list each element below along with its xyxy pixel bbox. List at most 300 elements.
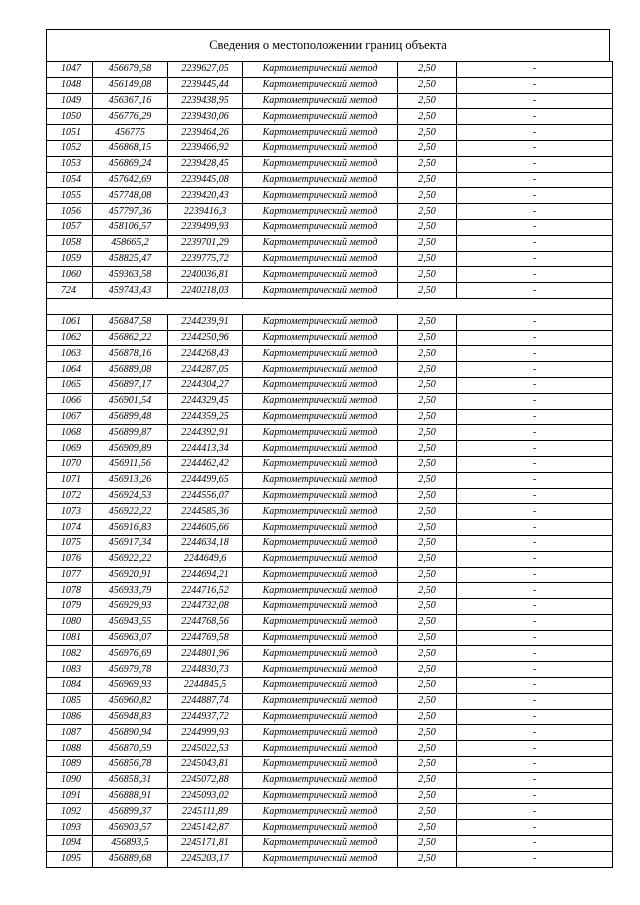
accuracy-cell: 2,50 bbox=[398, 283, 457, 299]
table-row bbox=[47, 456, 613, 472]
y-coordinate-cell: 2244768,56 bbox=[168, 614, 243, 630]
description-cell: - bbox=[457, 614, 613, 630]
accuracy-cell: 2,50 bbox=[398, 583, 457, 599]
x-coordinate-cell: 456862,22 bbox=[93, 330, 168, 346]
x-coordinate-cell: 456878,16 bbox=[93, 346, 168, 362]
description-cell: - bbox=[457, 504, 613, 520]
accuracy-cell: 2,50 bbox=[398, 125, 457, 141]
point-number-cell: 1093 bbox=[47, 820, 93, 836]
x-coordinate-cell: 456969,93 bbox=[93, 678, 168, 694]
accuracy-cell: 2,50 bbox=[398, 172, 457, 188]
x-coordinate-cell: 459363,58 bbox=[93, 267, 168, 283]
y-coordinate-cell: 2244937,72 bbox=[168, 709, 243, 725]
x-coordinate-cell: 456856,78 bbox=[93, 757, 168, 773]
x-coordinate-cell: 456893,5 bbox=[93, 836, 168, 852]
method-cell: Картометрический метод bbox=[243, 219, 398, 235]
x-coordinate-cell: 456870,59 bbox=[93, 741, 168, 757]
table-row bbox=[47, 188, 613, 204]
y-coordinate-cell: 2244462,42 bbox=[168, 456, 243, 472]
accuracy-cell: 2,50 bbox=[398, 109, 457, 125]
accuracy-cell: 2,50 bbox=[398, 409, 457, 425]
accuracy-cell: 2,50 bbox=[398, 709, 457, 725]
point-number-cell: 1066 bbox=[47, 393, 93, 409]
point-number-cell: 1061 bbox=[47, 314, 93, 330]
y-coordinate-cell: 2244392,91 bbox=[168, 425, 243, 441]
x-coordinate-cell: 456775 bbox=[93, 125, 168, 141]
x-coordinate-cell: 456911,56 bbox=[93, 456, 168, 472]
x-coordinate-cell: 456888,91 bbox=[93, 788, 168, 804]
accuracy-cell: 2,50 bbox=[398, 140, 457, 156]
method-cell: Картометрический метод bbox=[243, 599, 398, 615]
description-cell: - bbox=[457, 757, 613, 773]
accuracy-cell: 2,50 bbox=[398, 330, 457, 346]
accuracy-cell: 2,50 bbox=[398, 725, 457, 741]
description-cell: - bbox=[457, 62, 613, 78]
x-coordinate-cell: 456899,37 bbox=[93, 804, 168, 820]
description-cell: - bbox=[457, 804, 613, 820]
accuracy-cell: 2,50 bbox=[398, 62, 457, 78]
y-coordinate-cell: 2239445,08 bbox=[168, 172, 243, 188]
description-cell: - bbox=[457, 520, 613, 536]
x-coordinate-cell: 456920,91 bbox=[93, 567, 168, 583]
x-coordinate-cell: 456924,53 bbox=[93, 488, 168, 504]
table-row bbox=[47, 204, 613, 220]
table-row bbox=[47, 630, 613, 646]
y-coordinate-cell: 2239466,92 bbox=[168, 140, 243, 156]
table-row bbox=[47, 172, 613, 188]
point-number-cell: 1050 bbox=[47, 109, 93, 125]
point-number-cell: 1095 bbox=[47, 851, 93, 867]
description-cell: - bbox=[457, 425, 613, 441]
point-number-cell: 1077 bbox=[47, 567, 93, 583]
table-row bbox=[47, 77, 613, 93]
y-coordinate-cell: 2244268,43 bbox=[168, 346, 243, 362]
table-row bbox=[47, 804, 613, 820]
x-coordinate-cell: 458106,57 bbox=[93, 219, 168, 235]
x-coordinate-cell: 456890,94 bbox=[93, 725, 168, 741]
description-cell: - bbox=[457, 125, 613, 141]
method-cell: Картометрический метод bbox=[243, 772, 398, 788]
accuracy-cell: 2,50 bbox=[398, 93, 457, 109]
method-cell: Картометрический метод bbox=[243, 156, 398, 172]
table-row bbox=[47, 788, 613, 804]
accuracy-cell: 2,50 bbox=[398, 441, 457, 457]
method-cell: Картометрический метод bbox=[243, 188, 398, 204]
description-cell: - bbox=[457, 630, 613, 646]
accuracy-cell: 2,50 bbox=[398, 346, 457, 362]
x-coordinate-cell: 456979,78 bbox=[93, 662, 168, 678]
point-number-cell: 1089 bbox=[47, 757, 93, 773]
method-cell: Картометрический метод bbox=[243, 725, 398, 741]
x-coordinate-cell: 458825,47 bbox=[93, 251, 168, 267]
x-coordinate-cell: 456679,58 bbox=[93, 62, 168, 78]
y-coordinate-cell: 2244287,05 bbox=[168, 362, 243, 378]
description-cell: - bbox=[457, 393, 613, 409]
y-coordinate-cell: 2240036,81 bbox=[168, 267, 243, 283]
y-coordinate-cell: 2239428,45 bbox=[168, 156, 243, 172]
x-coordinate-cell: 456858,31 bbox=[93, 772, 168, 788]
method-cell: Картометрический метод bbox=[243, 678, 398, 694]
accuracy-cell: 2,50 bbox=[398, 472, 457, 488]
x-coordinate-cell: 456901,54 bbox=[93, 393, 168, 409]
description-cell: - bbox=[457, 251, 613, 267]
table-row bbox=[47, 251, 613, 267]
description-cell: - bbox=[457, 709, 613, 725]
method-cell: Картометрический метод bbox=[243, 283, 398, 299]
description-cell: - bbox=[457, 678, 613, 694]
method-cell: Картометрический метод bbox=[243, 314, 398, 330]
description-cell: - bbox=[457, 188, 613, 204]
table-row bbox=[47, 741, 613, 757]
table-row bbox=[47, 504, 613, 520]
description-cell: - bbox=[457, 646, 613, 662]
table-row bbox=[47, 488, 613, 504]
description-cell: - bbox=[457, 725, 613, 741]
method-cell: Картометрический метод bbox=[243, 393, 398, 409]
method-cell: Картометрический метод bbox=[243, 235, 398, 251]
point-number-cell: 1047 bbox=[47, 62, 93, 78]
point-number-cell: 1079 bbox=[47, 599, 93, 615]
table-row bbox=[47, 156, 613, 172]
y-coordinate-cell: 2239701,29 bbox=[168, 235, 243, 251]
y-coordinate-cell: 2245203,17 bbox=[168, 851, 243, 867]
description-cell: - bbox=[457, 109, 613, 125]
method-cell: Картометрический метод bbox=[243, 820, 398, 836]
x-coordinate-cell: 456889,08 bbox=[93, 362, 168, 378]
table-row bbox=[47, 709, 613, 725]
point-number-cell: 1056 bbox=[47, 204, 93, 220]
point-number-cell: 1062 bbox=[47, 330, 93, 346]
point-number-cell: 1058 bbox=[47, 235, 93, 251]
table-row bbox=[47, 851, 613, 867]
accuracy-cell: 2,50 bbox=[398, 757, 457, 773]
point-number-cell: 1084 bbox=[47, 678, 93, 694]
x-coordinate-cell: 456929,93 bbox=[93, 599, 168, 615]
x-coordinate-cell: 456916,83 bbox=[93, 520, 168, 536]
y-coordinate-cell: 2244801,96 bbox=[168, 646, 243, 662]
y-coordinate-cell: 2244585,36 bbox=[168, 504, 243, 520]
table-row bbox=[47, 62, 613, 78]
point-number-cell: 1067 bbox=[47, 409, 93, 425]
y-coordinate-cell: 2244732,08 bbox=[168, 599, 243, 615]
x-coordinate-cell: 456943,55 bbox=[93, 614, 168, 630]
y-coordinate-cell: 2245111,89 bbox=[168, 804, 243, 820]
table-row bbox=[47, 725, 613, 741]
table-row bbox=[47, 362, 613, 378]
x-coordinate-cell: 456847,58 bbox=[93, 314, 168, 330]
accuracy-cell: 2,50 bbox=[398, 488, 457, 504]
table-row bbox=[47, 472, 613, 488]
x-coordinate-cell: 456922,22 bbox=[93, 551, 168, 567]
description-cell: - bbox=[457, 836, 613, 852]
point-number-cell: 1051 bbox=[47, 125, 93, 141]
accuracy-cell: 2,50 bbox=[398, 646, 457, 662]
point-number-cell: 1057 bbox=[47, 219, 93, 235]
y-coordinate-cell: 2244304,27 bbox=[168, 377, 243, 393]
description-cell: - bbox=[457, 172, 613, 188]
point-number-cell: 1094 bbox=[47, 836, 93, 852]
accuracy-cell: 2,50 bbox=[398, 820, 457, 836]
y-coordinate-cell: 2244716,52 bbox=[168, 583, 243, 599]
accuracy-cell: 2,50 bbox=[398, 599, 457, 615]
method-cell: Картометрический метод bbox=[243, 456, 398, 472]
method-cell: Картометрический метод bbox=[243, 741, 398, 757]
x-coordinate-cell: 456909,89 bbox=[93, 441, 168, 457]
accuracy-cell: 2,50 bbox=[398, 267, 457, 283]
accuracy-cell: 2,50 bbox=[398, 551, 457, 567]
y-coordinate-cell: 2239775,72 bbox=[168, 251, 243, 267]
point-number-cell: 1049 bbox=[47, 93, 93, 109]
table-row bbox=[47, 551, 613, 567]
boundary-document bbox=[46, 29, 610, 868]
description-cell: - bbox=[457, 219, 613, 235]
table-row bbox=[47, 109, 613, 125]
accuracy-cell: 2,50 bbox=[398, 235, 457, 251]
y-coordinate-cell: 2244239,91 bbox=[168, 314, 243, 330]
table-row bbox=[47, 441, 613, 457]
table-row bbox=[47, 93, 613, 109]
method-cell: Картометрический метод bbox=[243, 425, 398, 441]
description-cell: - bbox=[457, 488, 613, 504]
y-coordinate-cell: 2244413,34 bbox=[168, 441, 243, 457]
accuracy-cell: 2,50 bbox=[398, 393, 457, 409]
separator-cell bbox=[47, 298, 613, 314]
method-cell: Картометрический метод bbox=[243, 472, 398, 488]
accuracy-cell: 2,50 bbox=[398, 204, 457, 220]
method-cell: Картометрический метод bbox=[243, 535, 398, 551]
x-coordinate-cell: 457797,36 bbox=[93, 204, 168, 220]
description-cell: - bbox=[457, 441, 613, 457]
x-coordinate-cell: 456933,79 bbox=[93, 583, 168, 599]
y-coordinate-cell: 2245072,88 bbox=[168, 772, 243, 788]
method-cell: Картометрический метод bbox=[243, 125, 398, 141]
y-coordinate-cell: 2239627,05 bbox=[168, 62, 243, 78]
y-coordinate-cell: 2244359,25 bbox=[168, 409, 243, 425]
method-cell: Картометрический метод bbox=[243, 488, 398, 504]
x-coordinate-cell: 456903,57 bbox=[93, 820, 168, 836]
method-cell: Картометрический метод bbox=[243, 377, 398, 393]
coordinates-table bbox=[46, 61, 613, 868]
accuracy-cell: 2,50 bbox=[398, 520, 457, 536]
x-coordinate-cell: 456976,69 bbox=[93, 646, 168, 662]
y-coordinate-cell: 2239416,3 bbox=[168, 204, 243, 220]
method-cell: Картометрический метод bbox=[243, 836, 398, 852]
description-cell: - bbox=[457, 156, 613, 172]
accuracy-cell: 2,50 bbox=[398, 188, 457, 204]
table-row bbox=[47, 614, 613, 630]
point-number-cell: 1072 bbox=[47, 488, 93, 504]
y-coordinate-cell: 2244887,74 bbox=[168, 693, 243, 709]
description-cell: - bbox=[457, 772, 613, 788]
description-cell: - bbox=[457, 851, 613, 867]
accuracy-cell: 2,50 bbox=[398, 630, 457, 646]
point-number-cell: 1088 bbox=[47, 741, 93, 757]
description-cell: - bbox=[457, 362, 613, 378]
point-number-cell: 1059 bbox=[47, 251, 93, 267]
accuracy-cell: 2,50 bbox=[398, 362, 457, 378]
description-cell: - bbox=[457, 314, 613, 330]
table-row bbox=[47, 772, 613, 788]
group-separator-row bbox=[47, 298, 613, 314]
accuracy-cell: 2,50 bbox=[398, 567, 457, 583]
coordinates-table-body bbox=[47, 62, 613, 868]
method-cell: Картометрический метод bbox=[243, 551, 398, 567]
point-number-cell: 1052 bbox=[47, 140, 93, 156]
description-cell: - bbox=[457, 77, 613, 93]
point-number-cell: 724 bbox=[47, 283, 93, 299]
point-number-cell: 1053 bbox=[47, 156, 93, 172]
table-row bbox=[47, 757, 613, 773]
point-number-cell: 1071 bbox=[47, 472, 93, 488]
description-cell: - bbox=[457, 662, 613, 678]
table-row bbox=[47, 662, 613, 678]
x-coordinate-cell: 456922,22 bbox=[93, 504, 168, 520]
method-cell: Картометрический метод bbox=[243, 851, 398, 867]
table-row bbox=[47, 678, 613, 694]
x-coordinate-cell: 456899,48 bbox=[93, 409, 168, 425]
description-cell: - bbox=[457, 330, 613, 346]
method-cell: Картометрический метод bbox=[243, 646, 398, 662]
y-coordinate-cell: 2239430,06 bbox=[168, 109, 243, 125]
method-cell: Картометрический метод bbox=[243, 346, 398, 362]
y-coordinate-cell: 2244845,5 bbox=[168, 678, 243, 694]
method-cell: Картометрический метод bbox=[243, 62, 398, 78]
x-coordinate-cell: 456897,17 bbox=[93, 377, 168, 393]
y-coordinate-cell: 2245043,81 bbox=[168, 757, 243, 773]
accuracy-cell: 2,50 bbox=[398, 662, 457, 678]
y-coordinate-cell: 2245142,87 bbox=[168, 820, 243, 836]
description-cell: - bbox=[457, 346, 613, 362]
method-cell: Картометрический метод bbox=[243, 709, 398, 725]
method-cell: Картометрический метод bbox=[243, 614, 398, 630]
y-coordinate-cell: 2244769,58 bbox=[168, 630, 243, 646]
method-cell: Картометрический метод bbox=[243, 77, 398, 93]
point-number-cell: 1060 bbox=[47, 267, 93, 283]
accuracy-cell: 2,50 bbox=[398, 377, 457, 393]
y-coordinate-cell: 2244634,18 bbox=[168, 535, 243, 551]
point-number-cell: 1092 bbox=[47, 804, 93, 820]
method-cell: Картометрический метод bbox=[243, 140, 398, 156]
y-coordinate-cell: 2244605,66 bbox=[168, 520, 243, 536]
x-coordinate-cell: 456889,68 bbox=[93, 851, 168, 867]
method-cell: Картометрический метод bbox=[243, 788, 398, 804]
point-number-cell: 1064 bbox=[47, 362, 93, 378]
x-coordinate-cell: 456917,34 bbox=[93, 535, 168, 551]
method-cell: Картометрический метод bbox=[243, 441, 398, 457]
point-number-cell: 1087 bbox=[47, 725, 93, 741]
accuracy-cell: 2,50 bbox=[398, 251, 457, 267]
method-cell: Картометрический метод bbox=[243, 109, 398, 125]
description-cell: - bbox=[457, 204, 613, 220]
description-cell: - bbox=[457, 583, 613, 599]
point-number-cell: 1081 bbox=[47, 630, 93, 646]
y-coordinate-cell: 2239445,44 bbox=[168, 77, 243, 93]
point-number-cell: 1078 bbox=[47, 583, 93, 599]
point-number-cell: 1054 bbox=[47, 172, 93, 188]
y-coordinate-cell: 2244999,93 bbox=[168, 725, 243, 741]
point-number-cell: 1055 bbox=[47, 188, 93, 204]
table-row bbox=[47, 346, 613, 362]
description-cell: - bbox=[457, 551, 613, 567]
table-title: Сведения о местоположении границ объекта bbox=[46, 29, 610, 61]
method-cell: Картометрический метод bbox=[243, 662, 398, 678]
x-coordinate-cell: 457748,08 bbox=[93, 188, 168, 204]
table-row bbox=[47, 283, 613, 299]
description-cell: - bbox=[457, 409, 613, 425]
accuracy-cell: 2,50 bbox=[398, 772, 457, 788]
method-cell: Картометрический метод bbox=[243, 693, 398, 709]
y-coordinate-cell: 2244694,21 bbox=[168, 567, 243, 583]
description-cell: - bbox=[457, 535, 613, 551]
description-cell: - bbox=[457, 567, 613, 583]
y-coordinate-cell: 2245171,81 bbox=[168, 836, 243, 852]
method-cell: Картометрический метод bbox=[243, 267, 398, 283]
y-coordinate-cell: 2245022,53 bbox=[168, 741, 243, 757]
y-coordinate-cell: 2244556,07 bbox=[168, 488, 243, 504]
x-coordinate-cell: 456899,87 bbox=[93, 425, 168, 441]
description-cell: - bbox=[457, 93, 613, 109]
point-number-cell: 1091 bbox=[47, 788, 93, 804]
table-row bbox=[47, 520, 613, 536]
method-cell: Картометрический метод bbox=[243, 567, 398, 583]
y-coordinate-cell: 2245093,02 bbox=[168, 788, 243, 804]
x-coordinate-cell: 456913,26 bbox=[93, 472, 168, 488]
table-row bbox=[47, 314, 613, 330]
description-cell: - bbox=[457, 456, 613, 472]
table-row bbox=[47, 409, 613, 425]
table-row bbox=[47, 583, 613, 599]
accuracy-cell: 2,50 bbox=[398, 77, 457, 93]
x-coordinate-cell: 456776,29 bbox=[93, 109, 168, 125]
accuracy-cell: 2,50 bbox=[398, 836, 457, 852]
point-number-cell: 1073 bbox=[47, 504, 93, 520]
method-cell: Картометрический метод bbox=[243, 630, 398, 646]
table-row bbox=[47, 393, 613, 409]
y-coordinate-cell: 2239464,26 bbox=[168, 125, 243, 141]
table-row bbox=[47, 646, 613, 662]
accuracy-cell: 2,50 bbox=[398, 504, 457, 520]
accuracy-cell: 2,50 bbox=[398, 219, 457, 235]
y-coordinate-cell: 2239438,95 bbox=[168, 93, 243, 109]
description-cell: - bbox=[457, 283, 613, 299]
method-cell: Картометрический метод bbox=[243, 757, 398, 773]
table-row bbox=[47, 425, 613, 441]
table-row bbox=[47, 836, 613, 852]
accuracy-cell: 2,50 bbox=[398, 614, 457, 630]
table-row bbox=[47, 267, 613, 283]
y-coordinate-cell: 2239499,93 bbox=[168, 219, 243, 235]
x-coordinate-cell: 456869,24 bbox=[93, 156, 168, 172]
y-coordinate-cell: 2244499,65 bbox=[168, 472, 243, 488]
point-number-cell: 1080 bbox=[47, 614, 93, 630]
y-coordinate-cell: 2244649,6 bbox=[168, 551, 243, 567]
x-coordinate-cell: 456149,08 bbox=[93, 77, 168, 93]
x-coordinate-cell: 456948,83 bbox=[93, 709, 168, 725]
accuracy-cell: 2,50 bbox=[398, 788, 457, 804]
point-number-cell: 1082 bbox=[47, 646, 93, 662]
method-cell: Картометрический метод bbox=[243, 520, 398, 536]
table-row bbox=[47, 140, 613, 156]
point-number-cell: 1048 bbox=[47, 77, 93, 93]
description-cell: - bbox=[457, 741, 613, 757]
x-coordinate-cell: 456367,16 bbox=[93, 93, 168, 109]
point-number-cell: 1070 bbox=[47, 456, 93, 472]
x-coordinate-cell: 458665,2 bbox=[93, 235, 168, 251]
accuracy-cell: 2,50 bbox=[398, 535, 457, 551]
method-cell: Картометрический метод bbox=[243, 93, 398, 109]
point-number-cell: 1068 bbox=[47, 425, 93, 441]
accuracy-cell: 2,50 bbox=[398, 425, 457, 441]
